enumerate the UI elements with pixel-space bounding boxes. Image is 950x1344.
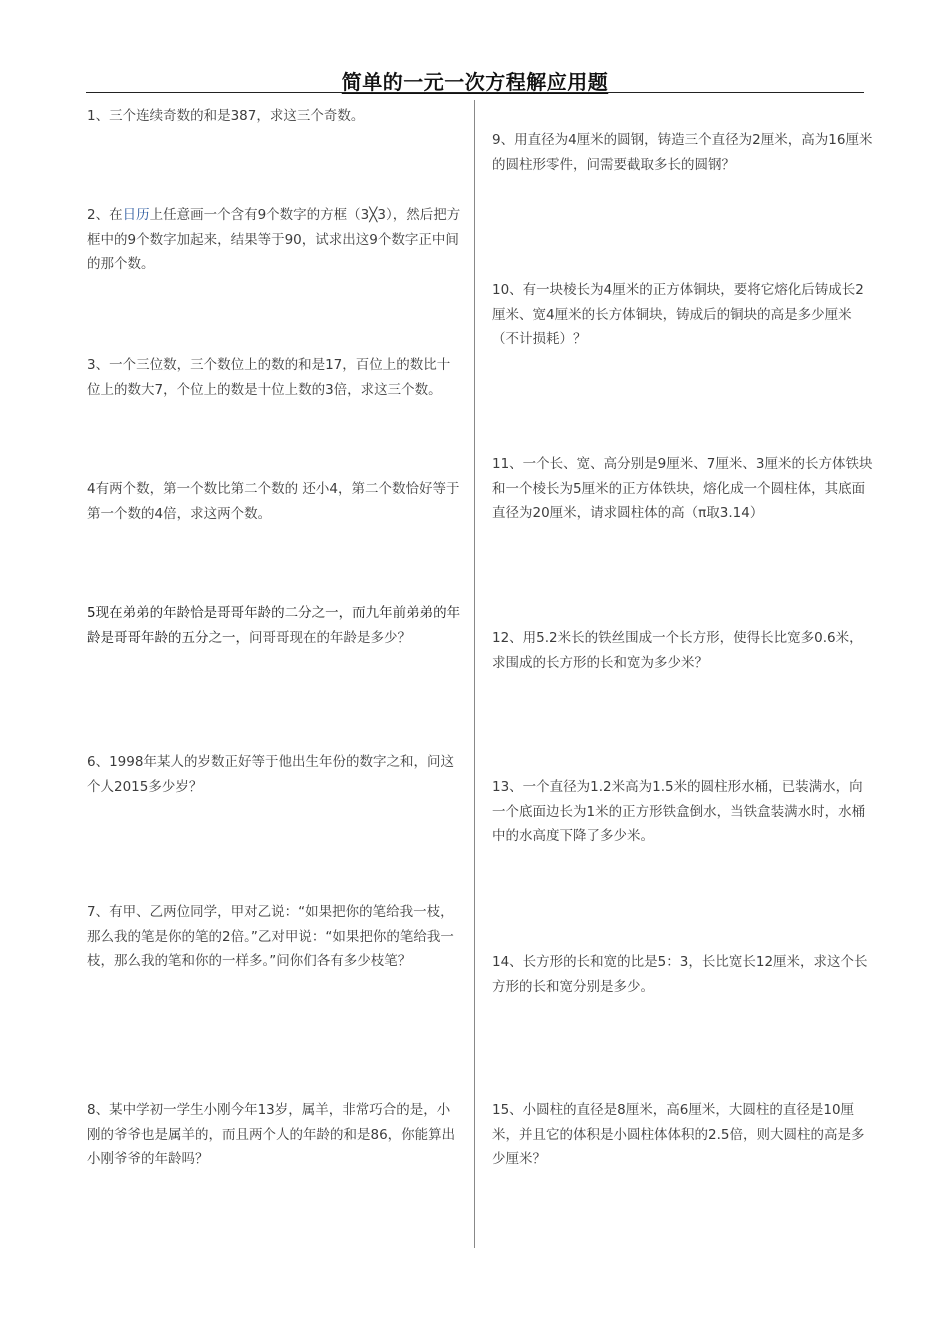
question-2-suffix: 上任意画一个含有9个数字的方框（3╳3），然后把方框中的9个数字加起来，结果等于90，试求出这9个数字正中间的那个数。 (87, 207, 461, 272)
question-11: 11、一个长、宽、高分别是9厘米、7厘米、3厘米的长方体铁块和一个棱长为5厘米的正方体铁块，熔化成一个圆柱体，其底面直径为20厘米，请求圆柱体的高（π取3.14） (492, 456, 873, 521)
question-6: 6、1998年某人的岁数正好等于他出生年份的数字之和，问这个人2015多少岁？ (87, 754, 454, 795)
question-8: 8、某中学初一学生小刚今年13岁，属羊，非常巧合的是，小刚的爷爷也是属羊的，而且两个人的年龄的和是86，你能算出小刚爷爷的年龄吗？ (87, 1102, 456, 1167)
calendar-link[interactable]: 日历 (122, 207, 150, 223)
question-1: 1、三个连续奇数的和是387，求这三个奇数。 (87, 108, 365, 124)
question-10: 10、有一块棱长为4厘米的正方体铜块，要将它熔化后铸成长2厘米、宽4厘米的长方体铜块，铸成后的铜块的高是多少厘米（不计损耗）？ (492, 282, 864, 347)
question-5-suffix: 问哥哥现在的年龄是多少？ (249, 629, 411, 646)
column-divider (474, 100, 475, 1248)
question-2 (87, 203, 463, 277)
question-2-prefix: 2、在 (87, 207, 123, 223)
question-12: 12、用5.2米长的铁丝围成一个长方形，使得长比宽多0.6米，求围成的长方形的长和宽为多少米？ (492, 630, 863, 671)
title-underline-rule (86, 92, 864, 93)
question-7: 7、有甲、乙两位同学，甲对乙说：“如果把你的笔给我一枝，那么我的笔是你的笔的2倍。”乙对甲说：“如果把你的笔给我一枝，那么我的笔和你的一样多。”问你们各有多少枝笔？ (87, 904, 454, 969)
question-9: 9、用直径为4厘米的圆钢，铸造三个直径为2厘米，高为16厘米的圆柱形零件，问需要截取多长的圆钢？ (492, 132, 873, 173)
question-5-main: 5现在弟弟的年龄恰是哥哥年龄的二分之一，而九年前弟弟的年龄是哥哥年龄的五分之一， (87, 605, 461, 646)
question-13: 13、一个直径为1.2米高为1.5米的圆柱形水桶，已装满水，向一个底面边长为1米的正方形铁盒倒水，当铁盒装满水时，水桶中的水高度下降了多少米。 (492, 779, 866, 844)
question-4: 4有两个数，第一个数比第二个数的 还小4，第二个数恰好等于第一个数的4倍，求这两个数。 (87, 481, 460, 522)
question-5 (87, 601, 463, 650)
question-3: 3、一个三位数，三个数位上的数的和是17，百位上的数比十位上的数大7，个位上的数是十位上数的3倍，求这三个数。 (87, 357, 451, 398)
question-15: 15、小圆柱的直径是8厘米，高6厘米，大圆柱的直径是10厘米，并且它的体积是小圆柱体体积的2.5倍，则大圆柱的高是多少厘米？ (492, 1102, 865, 1167)
question-14: 14、长方形的长和宽的比是5：3，长比宽长12厘米，求这个长方形的长和宽分别是多少。 (492, 954, 868, 995)
page-title: 简单的一元一次方程解应用题 (341, 70, 609, 94)
